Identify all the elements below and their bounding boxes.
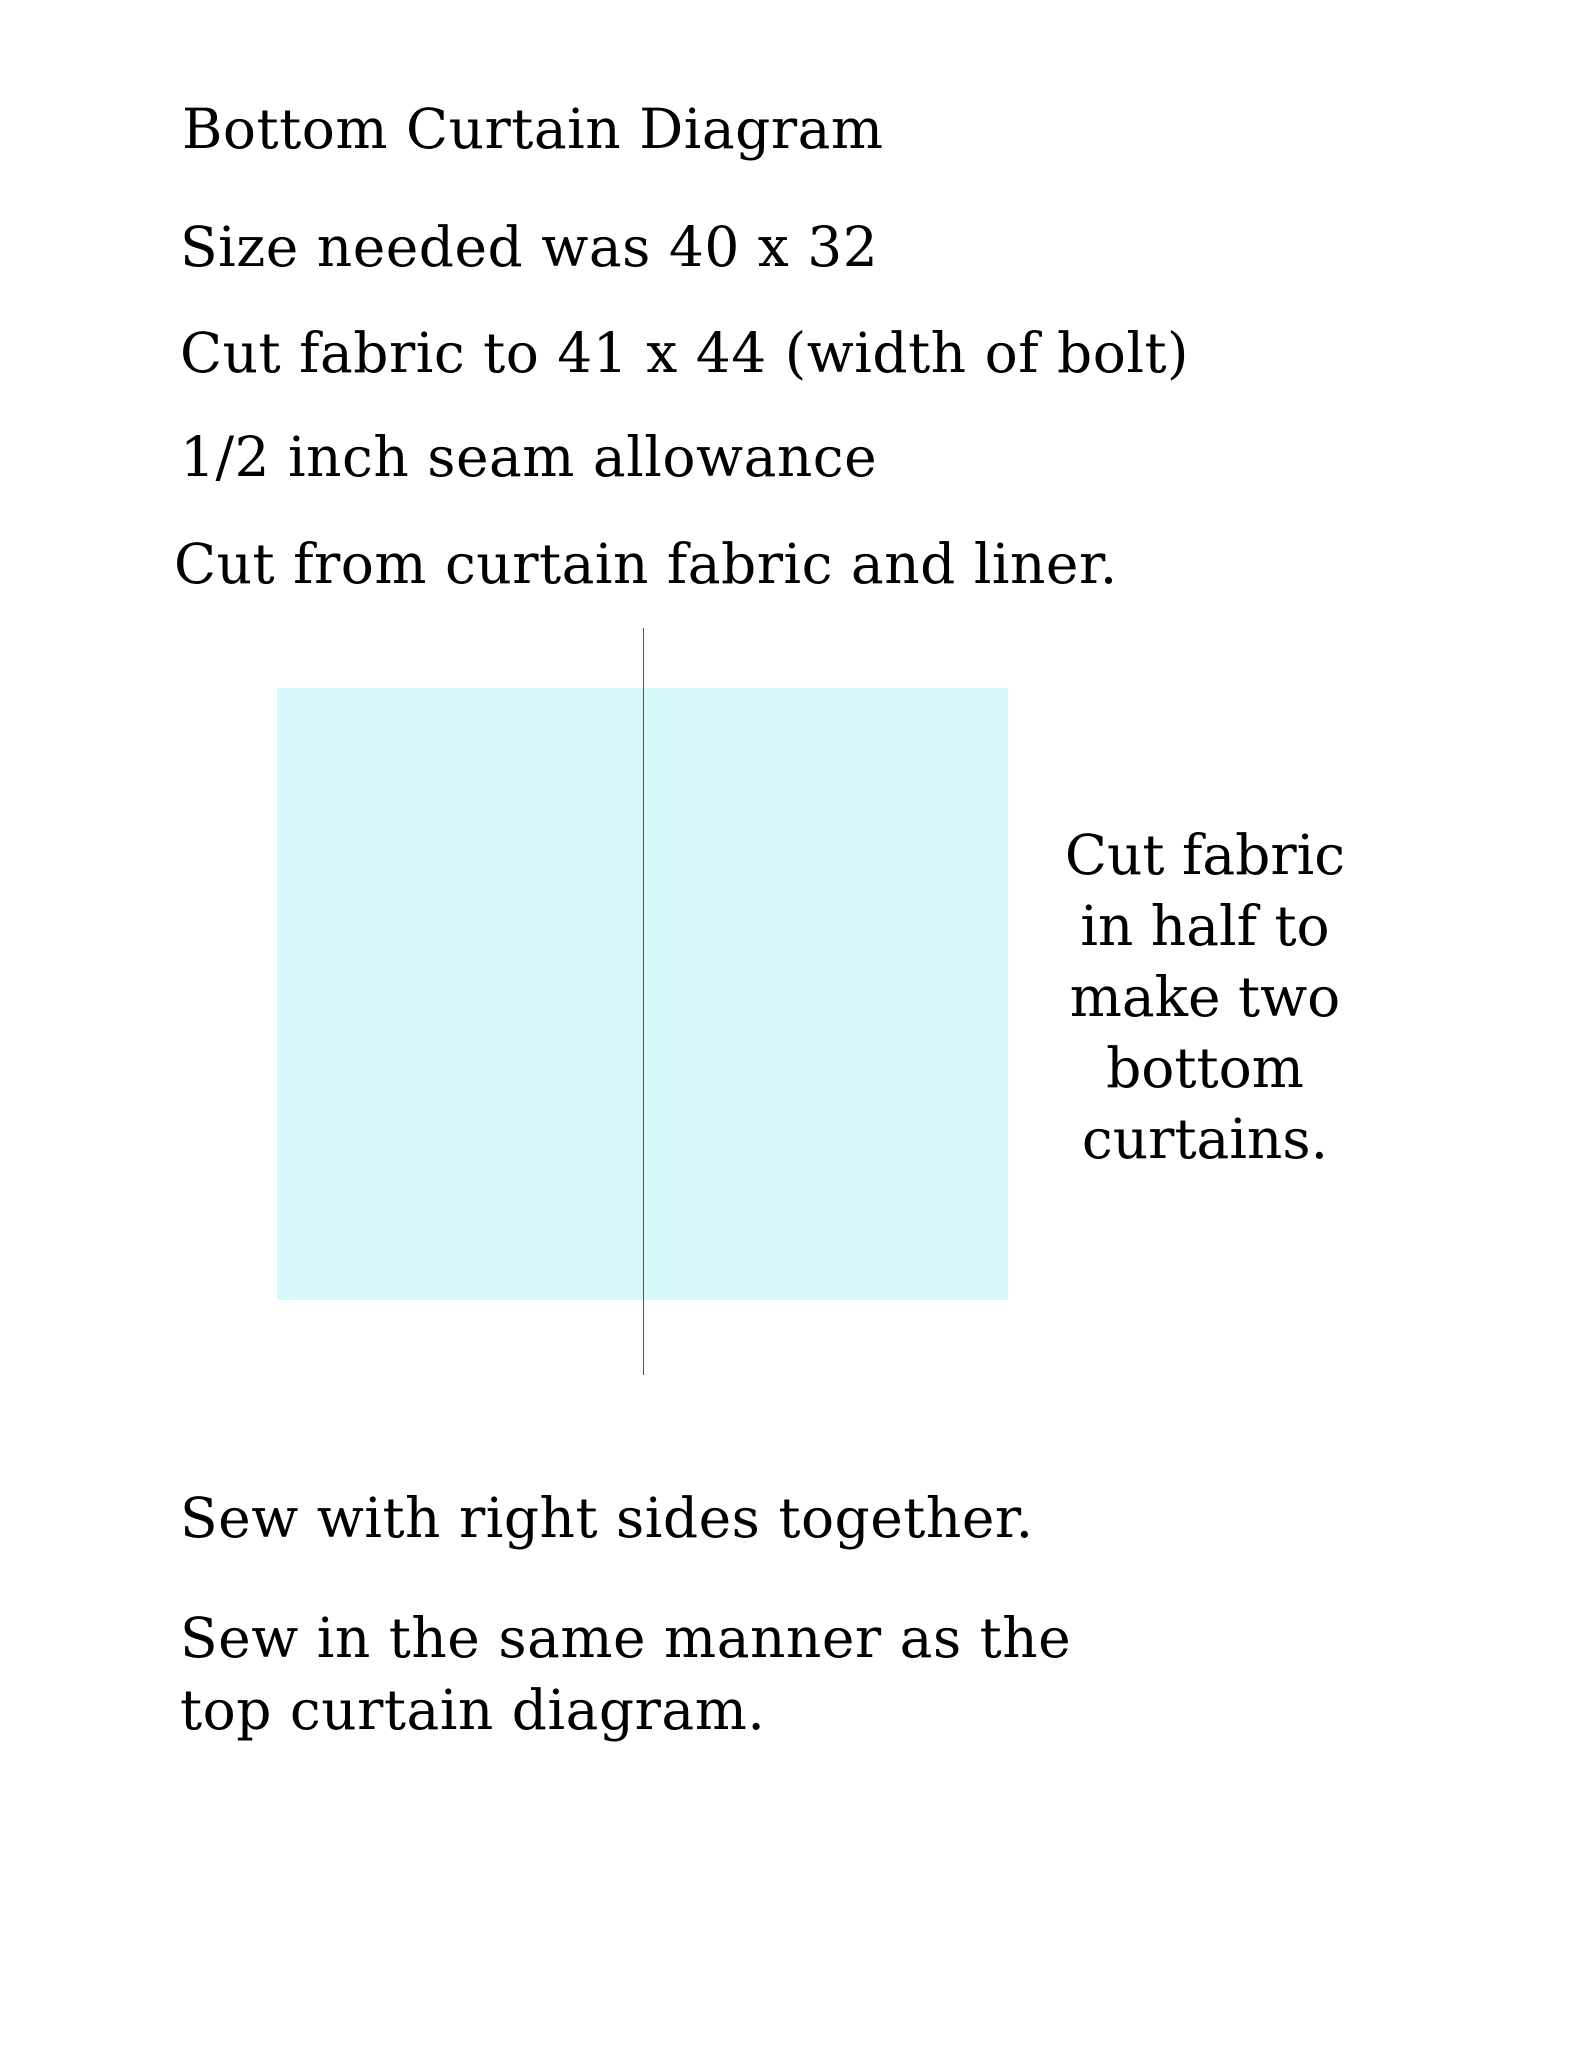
page-title: Bottom Curtain Diagram (182, 97, 884, 161)
cut-fabric-text: Cut fabric to 41 x 44 (width of bolt) (180, 321, 1190, 385)
note-line: curtains. (1081, 1107, 1329, 1171)
seam-allowance-text: 1/2 inch seam allowance (180, 425, 878, 489)
sew-manner-line: top curtain diagram. (180, 1678, 766, 1742)
cut-from-text: Cut from curtain fabric and liner. (174, 532, 1118, 596)
sew-right-sides-text: Sew with right sides together. (180, 1486, 1034, 1550)
note-line: Cut fabric (1064, 823, 1346, 887)
cut-in-half-note (1050, 820, 1360, 1175)
note-line: bottom (1106, 1036, 1304, 1100)
note-line: make two (1069, 965, 1341, 1029)
sew-manner-line: Sew in the same manner as the (180, 1606, 1072, 1670)
sew-manner-text (180, 1602, 1071, 1746)
note-line: in half to (1080, 894, 1330, 958)
size-needed-text: Size needed was 40 x 32 (180, 215, 879, 279)
cut-line (643, 628, 644, 1375)
